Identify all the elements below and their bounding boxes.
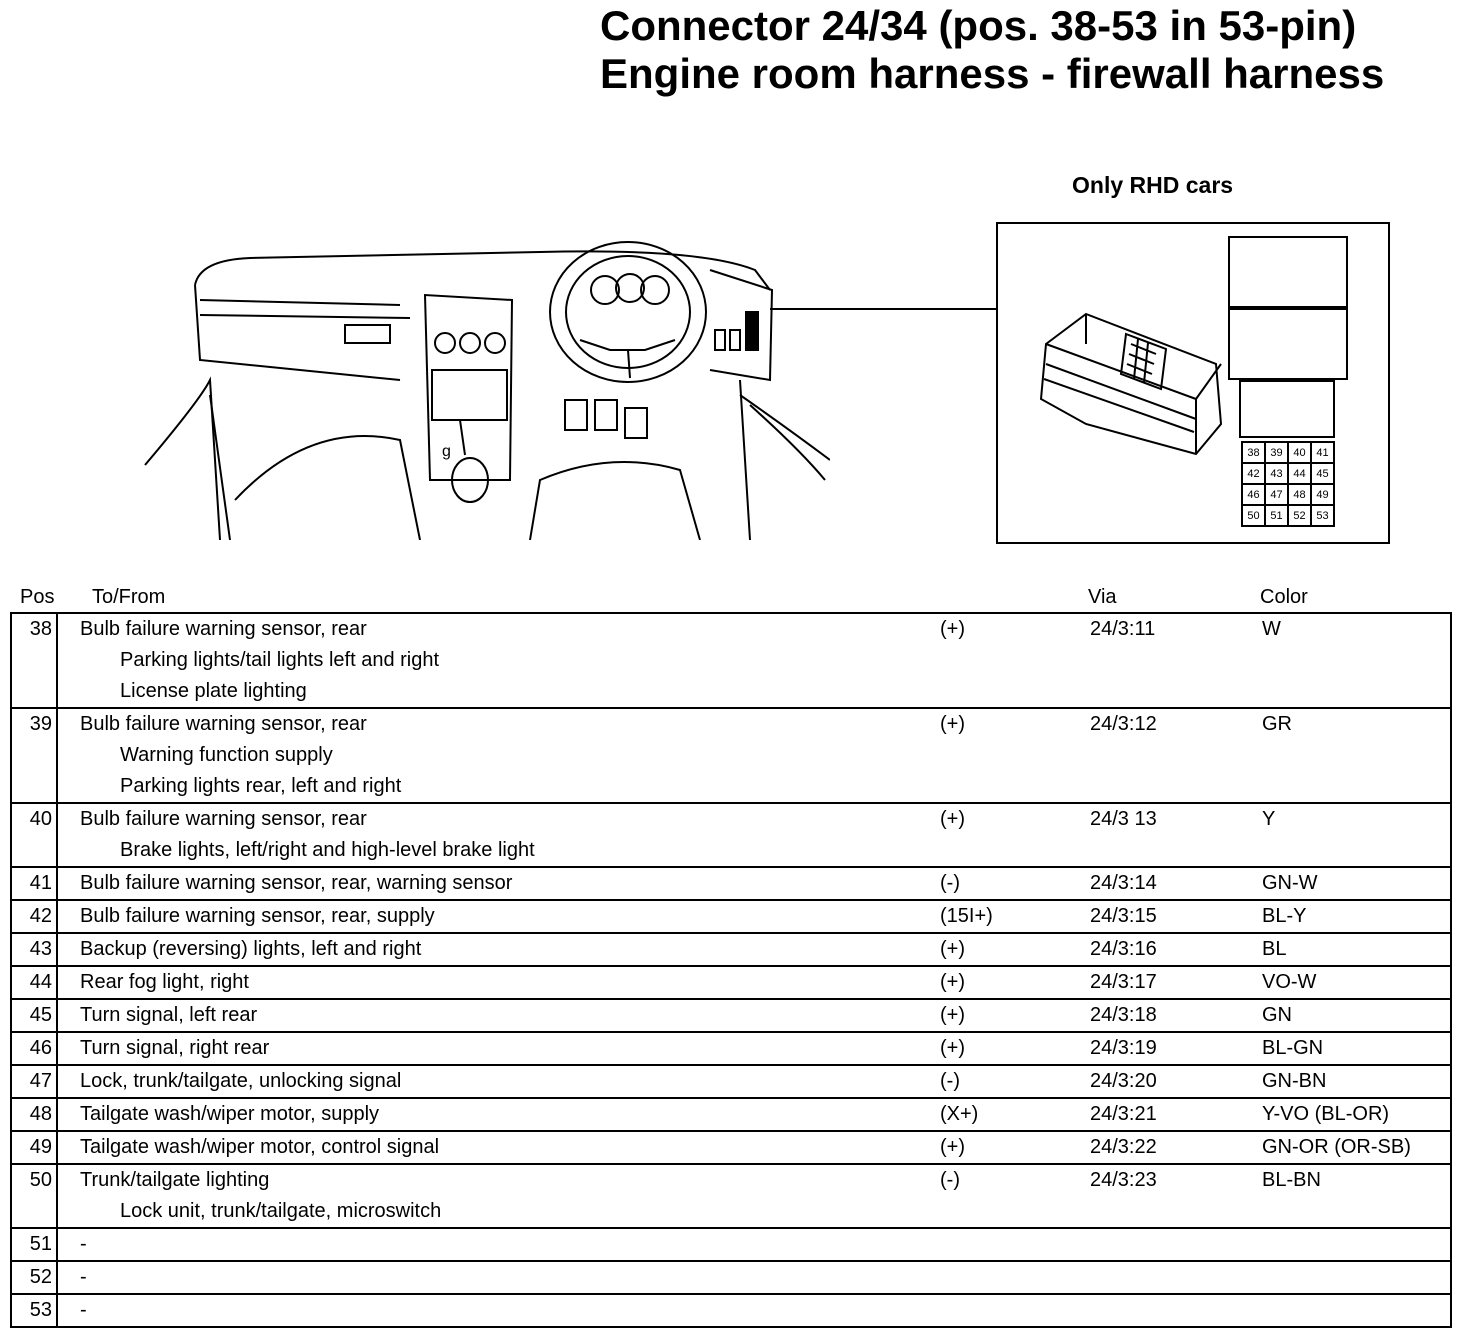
polarity-cell: (+) [940,713,965,735]
sub-description-cell [57,835,940,867]
pos-cell: 49 [11,1131,57,1164]
callout-leader-line [770,308,996,310]
sub-description-cell [57,740,940,771]
to-from-cell: Bulb failure warning sensor, rear [80,713,367,735]
polarity-cell [940,835,1090,867]
color-cell: BL-Y [1262,905,1307,927]
table-row [11,1261,1451,1294]
pin-49: 49 [1311,484,1334,505]
sub-description: Warning function supply [120,744,333,766]
color-cell: BL [1262,938,1287,960]
pos-cell: 45 [11,999,57,1032]
color-cell: GN-OR (OR-SB) [1262,1136,1411,1158]
via-cell: 24/3:16 [1090,938,1157,960]
pin-40: 40 [1288,442,1311,463]
title-line-1: Connector 24/34 (pos. 38-53 in 53-pin) [600,2,1357,49]
color-cell [1262,1196,1451,1228]
polarity-cell [940,1294,1090,1327]
to-from-cell: Tailgate wash/wiper motor, control signal [80,1136,440,1158]
table-row-continuation [11,771,1451,803]
pin-grid [1241,441,1335,527]
via-cell: 24/3:21 [1090,1103,1157,1125]
table-row [11,1065,1451,1098]
pos-cell: 38 [11,613,57,708]
color-cell: GN-BN [1262,1070,1327,1092]
polarity-cell [940,740,1090,771]
table-row [11,900,1451,933]
pos-cell: 39 [11,708,57,803]
header-color: Color [1260,586,1308,608]
table-row [11,708,1451,740]
table-row [11,1164,1451,1196]
sub-description-cell [57,676,940,708]
via-cell: 24/3:20 [1090,1070,1157,1092]
via-cell: 24/3:12 [1090,713,1157,735]
polarity-cell: (X+) [940,1103,979,1125]
to-from-cell: Backup (reversing) lights, left and right [80,938,422,960]
page-title [600,2,1384,98]
via-cell [1090,645,1262,676]
color-cell: VO-W [1262,971,1317,993]
color-cell: Y [1262,808,1276,830]
polarity-cell: (+) [940,1004,965,1026]
pin-51: 51 [1265,505,1288,526]
pin-48: 48 [1288,484,1311,505]
pin-41: 41 [1311,442,1334,463]
pin-46: 46 [1242,484,1265,505]
polarity-cell: (+) [940,971,965,993]
pin-39: 39 [1265,442,1288,463]
color-cell [1262,740,1451,771]
table-row [11,999,1451,1032]
polarity-cell [940,1261,1090,1294]
pos-cell: 42 [11,900,57,933]
pin-50: 50 [1242,505,1265,526]
color-cell: BL-GN [1262,1037,1324,1059]
to-from-cell: Lock, trunk/tailgate, unlocking signal [80,1070,402,1092]
to-from-cell: - [80,1233,87,1255]
polarity-cell: (-) [940,1070,960,1092]
table-row-continuation [11,645,1451,676]
to-from-cell: - [80,1266,87,1288]
polarity-cell [940,771,1090,803]
table-row [11,933,1451,966]
connector-block-lower [1239,380,1335,438]
via-cell: 24/3:18 [1090,1004,1157,1026]
color-cell [1262,1294,1451,1327]
table-row [11,966,1451,999]
pos-cell: 48 [11,1098,57,1131]
color-cell: GR [1262,713,1292,735]
polarity-cell [940,1228,1090,1261]
sub-description: Brake lights, left/right and high-level brake light [120,839,535,861]
color-cell: GN-W [1262,872,1318,894]
color-cell [1262,1261,1451,1294]
to-from-cell: Turn signal, right rear [80,1037,270,1059]
table-row-continuation [11,676,1451,708]
sub-description: Parking lights/tail lights left and right [120,649,440,671]
pos-cell: 52 [11,1261,57,1294]
pos-cell: 47 [11,1065,57,1098]
to-from-cell: - [80,1299,87,1321]
pin-44: 44 [1288,463,1311,484]
polarity-cell [940,676,1090,708]
to-from-cell: Bulb failure warning sensor, rear, supply [80,905,435,927]
via-cell [1090,1196,1262,1228]
color-cell [1262,645,1451,676]
pos-cell: 40 [11,803,57,867]
via-cell [1090,1228,1262,1261]
sub-description: License plate lighting [120,680,307,702]
table-row [11,1098,1451,1131]
pos-cell: 53 [11,1294,57,1327]
to-from-cell: Trunk/tailgate lighting [80,1169,270,1191]
pos-cell: 44 [11,966,57,999]
via-cell [1090,676,1262,708]
polarity-cell [940,1196,1090,1228]
polarity-cell: (+) [940,938,965,960]
inset-label: Only RHD cars [1072,172,1234,198]
polarity-cell: (-) [940,872,960,894]
polarity-cell: (+) [940,618,965,640]
polarity-cell: (15I+) [940,905,993,927]
connector-block-upper [1228,236,1348,308]
via-cell: 24/3:23 [1090,1169,1157,1191]
pin-53: 53 [1311,505,1334,526]
pin-43: 43 [1265,463,1288,484]
via-cell: 24/3:11 [1090,618,1156,640]
via-cell [1090,1261,1262,1294]
pin-52: 52 [1288,505,1311,526]
via-cell [1090,740,1262,771]
to-from-cell: Bulb failure warning sensor, rear [80,618,367,640]
table-row [11,1294,1451,1327]
color-cell [1262,771,1451,803]
polarity-cell: (+) [940,1136,965,1158]
connector-illustration [1026,304,1246,474]
gear-label: g [442,443,451,460]
table-row [11,1032,1451,1065]
to-from-cell: Rear fog light, right [80,971,249,993]
via-cell: 24/3:15 [1090,905,1157,927]
title-line-2: Engine room harness - firewall harness [600,50,1385,97]
to-from-cell: Tailgate wash/wiper motor, supply [80,1103,380,1125]
color-cell: BL-BN [1262,1169,1321,1191]
pos-cell: 51 [11,1228,57,1261]
polarity-cell [940,645,1090,676]
via-cell: 24/3:17 [1090,971,1157,993]
table-row [11,1228,1451,1261]
polarity-cell: (-) [940,1169,960,1191]
header-pos: Pos [20,586,55,608]
to-from-cell: Bulb failure warning sensor, rear [80,808,367,830]
to-from-cell: Bulb failure warning sensor, rear, warning sensor [80,872,513,894]
pin-45: 45 [1311,463,1334,484]
via-cell: 24/3 13 [1090,808,1157,830]
sub-description-cell [57,1196,940,1228]
pos-cell: 46 [11,1032,57,1065]
table-row [11,803,1451,835]
table-row [11,867,1451,900]
table-row-continuation [11,1196,1451,1228]
sub-description: Lock unit, trunk/tailgate, microswitch [120,1200,442,1222]
color-cell: W [1262,618,1281,640]
color-cell [1262,1228,1451,1261]
table-row [11,1131,1451,1164]
via-cell: 24/3:19 [1090,1037,1157,1059]
table-row-continuation [11,740,1451,771]
via-cell [1090,835,1262,867]
pos-cell: 50 [11,1164,57,1228]
pos-cell: 43 [11,933,57,966]
pos-cell: 41 [11,867,57,900]
pin-47: 47 [1265,484,1288,505]
color-cell [1262,835,1451,867]
header-to-from: To/From [92,586,166,608]
sub-description: Parking lights rear, left and right [120,775,402,797]
to-from-cell: Turn signal, left rear [80,1004,258,1026]
connector-block-middle [1228,308,1348,380]
sub-description-cell [57,645,940,676]
sub-description-cell [57,771,940,803]
header-via: Via [1088,586,1117,608]
pin-38: 38 [1242,442,1265,463]
via-cell [1090,1294,1262,1327]
polarity-cell: (+) [940,1037,965,1059]
pin-table [10,612,1452,1328]
color-cell [1262,676,1451,708]
pin-42: 42 [1242,463,1265,484]
table-row [11,613,1451,645]
table-row-continuation [11,835,1451,867]
color-cell: GN [1262,1004,1292,1026]
via-cell: 24/3:22 [1090,1136,1157,1158]
dashboard-illustration [140,230,830,540]
pin-table-body [11,613,1451,1327]
via-cell: 24/3:14 [1090,872,1157,894]
color-cell: Y-VO (BL-OR) [1262,1103,1390,1125]
polarity-cell: (+) [940,808,965,830]
via-cell [1090,771,1262,803]
